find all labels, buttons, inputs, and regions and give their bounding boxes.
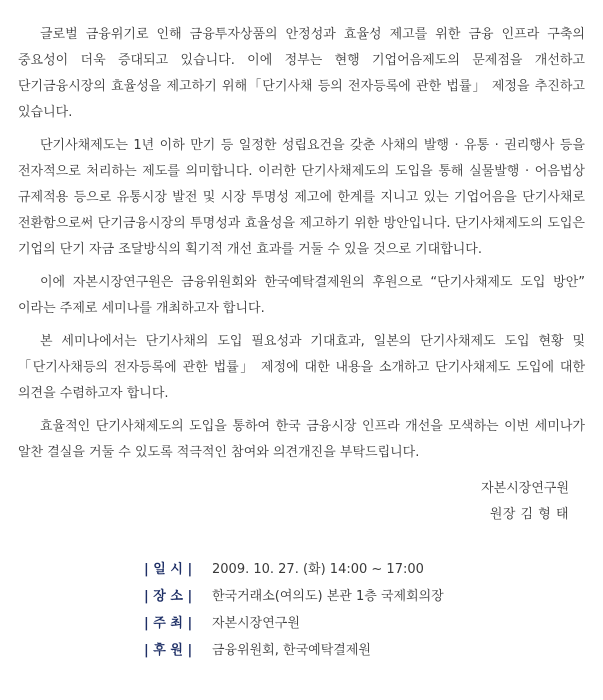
detail-value: 자본시장연구원 [212, 616, 300, 631]
detail-row-venue [144, 581, 585, 608]
detail-value: 2009. 10. 27. (화) 14:00 ~ 17:00 [212, 562, 424, 577]
paragraph-text: 본 세미나에서는 단기사채의 도입 필요성과 기대효과, 일본의 단기사채제도 도입 현황 및「단기사채등의 전자등록에 관한 법률」 제정에 대한 내용을 소개하고 단기사채제도 도입에 대한 의견을 수렴하고자 합니다. [18, 334, 585, 401]
detail-value: 한국거래소(여의도) 본관 1층 국제회의장 [212, 589, 444, 604]
detail-row-sponsor [144, 635, 585, 662]
detail-label: | 후 원 | [144, 643, 193, 658]
event-details [18, 554, 585, 662]
paragraph-seminar-content [18, 329, 585, 407]
detail-row-date [144, 554, 585, 581]
signature-name: 원장 김 형 태 [489, 507, 569, 522]
paragraph-text: 글로벌 금융위기로 인해 금융투자상품의 안정성과 효율성 제고를 위한 금융 인프라 구축의 중요성이 더욱 증대되고 있습니다. 이에 정부는 현행 기업어음제도의 문제점을 개선하고 단기금융시장의 효율성을 제고하기 위해「단기사채 등의 전자등록에 관한 법률」 제정을 추진하고 있습니다. [18, 27, 585, 120]
detail-label: | 장 소 | [144, 589, 193, 604]
paragraph-intro [18, 22, 585, 126]
paragraph-text: 효율적인 단기사채제도의 도입을 통하여 한국 금융시장 인프라 개선을 모색하는 이번 세미나가 알찬 결실을 거둘 수 있도록 적극적인 참여와 의견개진을 부탁드립니다. [18, 419, 585, 460]
detail-row-host [144, 608, 585, 635]
detail-label: | 일 시 | [144, 562, 193, 577]
detail-label: | 주 최 | [144, 616, 193, 631]
signature-block [18, 476, 585, 528]
paragraph-text: 이에 자본시장연구원은 금융위원회와 한국예탁결제원의 후원으로 “단기사채제도 도입 방안” 이라는 주제로 세미나를 개최하고자 합니다. [18, 275, 585, 316]
paragraph-closing [18, 414, 585, 466]
paragraph-seminar-announcement [18, 270, 585, 322]
paragraph-definition [18, 133, 585, 263]
paragraph-text: 단기사채제도는 1년 이하 만기 등 일정한 성립요건을 갖춘 사채의 발행 · 유통 · 권리행사 등을 전자적으로 처리하는 제도를 의미합니다. 이러한 단기사채제도의 도입을 통해 실물발행 · 어음법상 규제적용 등으로 유통시장 발전 및 시장 투명성 제고에 한계를 지니고 있는 기업어음을 단기사채로 전환함으로써 단기금융시장의 투명성과 효율성을 제고하기 위한 방안입니다. 단기사채제도의 도입은 기업의 단기 자금 조달방식의 획기적 개선 효과를 거둘 수 있을 것으로 기대합니다. [18, 138, 585, 257]
signature-organization: 자본시장연구원 [481, 481, 569, 496]
detail-value: 금융위원회, 한국예탁결제원 [212, 643, 371, 658]
